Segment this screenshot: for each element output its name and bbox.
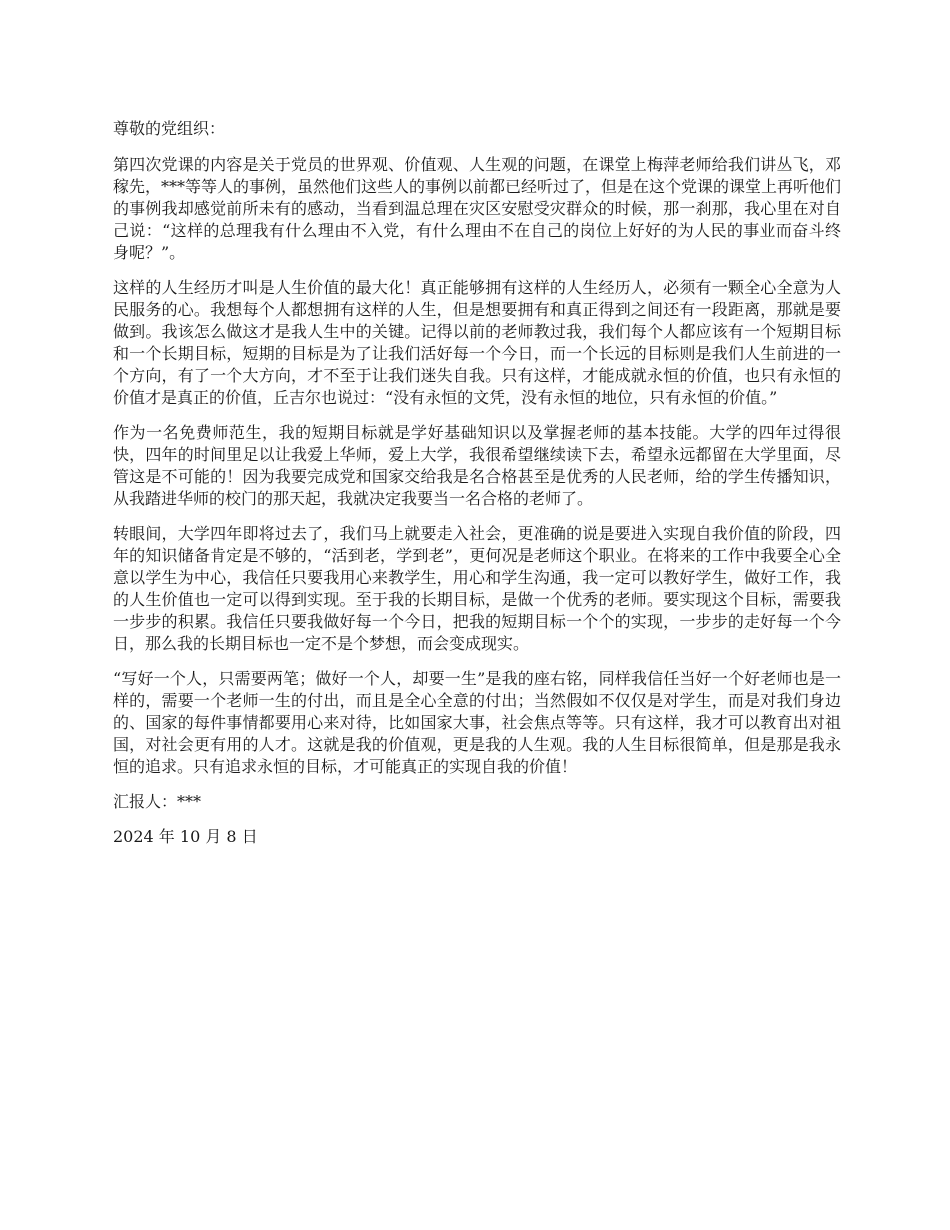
signature: 汇报人：***	[113, 792, 202, 811]
date: 2024 年 10 月 8 日	[113, 827, 258, 846]
paragraph-1: 第四次党课的内容是关于党员的世界观、价值观、人生观的问题，在课堂上梅萍老师给我们讲丛飞，邓稼先，***等等人的事例，虽然他们这些人的事例以前都已经听过了，但是在这个党课的课堂上再听他们的事例我却感觉前所未有的感动，当看到温总理在灾区安慰受灾群众的时候，那一刹那，我心里在对自己说：“这样的总理我有什么理由不入党，有什么理由不在自己的岗位上好好的为人民的事业而奋斗终身呢？”。	[113, 155, 842, 262]
salutation: 尊敬的党组织：	[113, 119, 226, 138]
paragraph-2: 这样的人生经历才叫是人生价值的最大化！真正能够拥有这样的人生经历人，必须有一颗全心全意为人民服务的心。我想每个人都想拥有这样的人生，但是想要拥有和真正得到之间还有一段距离，那就是要做到。我该怎么做这才是我人生中的关键。记得以前的老师教过我，我们每个人都应该有一个短期目标和一个长期目标，短期的目标是为了让我们活好每一个今日，而一个长远的目标则是我们人生前进的一个方向，有了一个大方向，才不至于让我们迷失自我。只有这样，才能成就永恒的价值，也只有永恒的价值才是真正的价值，丘吉尔也说过：“没有永恒的文凭，没有永恒的地位，只有永恒的价值。”	[113, 278, 841, 407]
paragraph-3: 作为一名免费师范生，我的短期目标就是学好基础知识以及掌握老师的基本技能。大学的四年过得很快，四年的时间里足以让我爱上华师，爱上大学，我很希望继续读下去，希望永远都留在大学里面，尽管这是不可能的！因为我要完成党和国家交给我是名合格甚至是优秀的人民老师，给的学生传播知识，从我踏进华师的校门的那天起，我就决定我要当一名合格的老师了。	[113, 423, 841, 508]
paragraph-5: “写好一个人，只需要两笔；做好一个人，却要一生”是我的座右铭，同样我信任当好一个好老师也是一样的，需要一个老师一生的付出，而且是全心全意的付出；当然假如不仅仅是对学生，而是对我们身边的、国家的每件事情都要用心来对待，比如国家大事，社会焦点等等。只有这样，我才可以教育出对祖国，对社会更有用的人才。这就是我的价值观，更是我的人生观。我的人生目标很简单，但是那是我永恒的追求。只有追求永恒的目标，才可能真正的实现自我的价值！	[113, 669, 841, 776]
letter-document	[113, 118, 841, 861]
paragraph-4: 转眼间，大学四年即将过去了，我们马上就要走入社会，更准确的说是要进入实现自我价值的阶段，四年的知识储备肯定是不够的，“活到老，学到老”，更何况是老师这个职业。在将来的工作中我要全心全意以学生为中心，我信任只要我用心来教学生，用心和学生沟通，我一定可以教好学生，做好工作，我的人生价值也一定可以得到实现。至于我的长期目标，是做一个优秀的老师。要实现这个目标，需要我一步步的积累。我信任只要我做好每一个今日，把我的短期目标一个个的实现，一步步的走好每一个今日，那么我的长期目标也一定不是个梦想，而会变成现实。	[113, 524, 841, 653]
